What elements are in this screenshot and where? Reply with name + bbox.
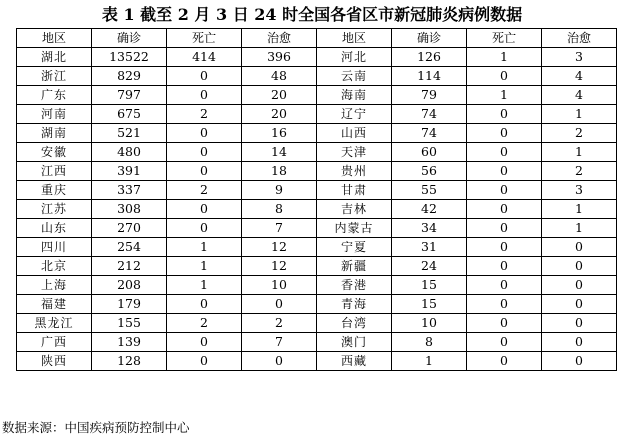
cell-recovered-right: 3: [542, 181, 617, 200]
cell-region-right: 河北: [317, 48, 392, 67]
cell-region-left: 广东: [17, 86, 92, 105]
cell-confirmed-right: 31: [392, 238, 467, 257]
cell-region-left: 江西: [17, 162, 92, 181]
cell-recovered-right: 0: [542, 238, 617, 257]
cell-recovered-right: 4: [542, 67, 617, 86]
cell-deaths-right: 0: [467, 181, 542, 200]
cell-region-right: 西藏: [317, 352, 392, 371]
cell-deaths-right: 1: [467, 86, 542, 105]
cell-recovered-left: 20: [242, 86, 317, 105]
cell-confirmed-left: 254: [92, 238, 167, 257]
cell-recovered-left: 7: [242, 219, 317, 238]
table-row: [17, 48, 617, 67]
cell-recovered-left: 9: [242, 181, 317, 200]
cell-confirmed-right: 1: [392, 352, 467, 371]
cell-recovered-left: 7: [242, 333, 317, 352]
cell-deaths-left: 0: [167, 200, 242, 219]
cell-region-left: 重庆: [17, 181, 92, 200]
data-source-note: 数据来源：中国疾病预防控制中心: [2, 420, 190, 435]
table-row: [17, 333, 617, 352]
cell-deaths-right: 0: [467, 105, 542, 124]
cell-deaths-left: 2: [167, 181, 242, 200]
cell-deaths-left: 0: [167, 352, 242, 371]
cell-confirmed-right: 8: [392, 333, 467, 352]
cell-recovered-left: 10: [242, 276, 317, 295]
cell-deaths-right: 0: [467, 219, 542, 238]
table-row: [17, 143, 617, 162]
cell-region-right: 吉林: [317, 200, 392, 219]
cell-region-left: 江苏: [17, 200, 92, 219]
cell-region-right: 海南: [317, 86, 392, 105]
cell-confirmed-left: 308: [92, 200, 167, 219]
cell-region-left: 山东: [17, 219, 92, 238]
cell-region-left: 北京: [17, 257, 92, 276]
cell-recovered-right: 3: [542, 48, 617, 67]
cell-recovered-left: 8: [242, 200, 317, 219]
cell-confirmed-left: 797: [92, 86, 167, 105]
cell-confirmed-left: 480: [92, 143, 167, 162]
cell-recovered-left: 20: [242, 105, 317, 124]
cell-recovered-left: 48: [242, 67, 317, 86]
cell-confirmed-left: 521: [92, 124, 167, 143]
cell-deaths-right: 0: [467, 276, 542, 295]
cell-recovered-left: 0: [242, 352, 317, 371]
cell-recovered-right: 2: [542, 162, 617, 181]
cell-region-left: 安徽: [17, 143, 92, 162]
cell-confirmed-left: 179: [92, 295, 167, 314]
cell-deaths-left: 0: [167, 333, 242, 352]
cell-confirmed-left: 139: [92, 333, 167, 352]
cell-recovered-right: 0: [542, 276, 617, 295]
cell-confirmed-left: 675: [92, 105, 167, 124]
cell-region-left: 湖北: [17, 48, 92, 67]
cell-deaths-right: 0: [467, 162, 542, 181]
cell-confirmed-left: 829: [92, 67, 167, 86]
header-deaths-left: 死亡: [167, 29, 242, 48]
header-region-left: 地区: [17, 29, 92, 48]
cell-deaths-left: 1: [167, 238, 242, 257]
table-row: [17, 257, 617, 276]
cell-recovered-left: 12: [242, 238, 317, 257]
cell-deaths-left: 0: [167, 86, 242, 105]
cell-recovered-right: 0: [542, 257, 617, 276]
table-row: [17, 352, 617, 371]
cell-confirmed-right: 126: [392, 48, 467, 67]
cell-recovered-left: 16: [242, 124, 317, 143]
cell-confirmed-right: 74: [392, 124, 467, 143]
cell-recovered-right: 1: [542, 143, 617, 162]
cell-region-right: 香港: [317, 276, 392, 295]
cell-deaths-left: 2: [167, 105, 242, 124]
cell-recovered-right: 2: [542, 124, 617, 143]
cell-deaths-right: 0: [467, 295, 542, 314]
cell-deaths-left: 1: [167, 276, 242, 295]
cell-recovered-left: 0: [242, 295, 317, 314]
cell-confirmed-left: 391: [92, 162, 167, 181]
cell-region-right: 青海: [317, 295, 392, 314]
header-region-right: 地区: [317, 29, 392, 48]
case-data-table: [16, 28, 617, 371]
cell-deaths-right: 1: [467, 48, 542, 67]
cell-confirmed-left: 208: [92, 276, 167, 295]
cell-confirmed-right: 74: [392, 105, 467, 124]
cell-recovered-left: 14: [242, 143, 317, 162]
cell-deaths-left: 1: [167, 257, 242, 276]
cell-confirmed-left: 337: [92, 181, 167, 200]
cell-region-right: 台湾: [317, 314, 392, 333]
cell-confirmed-right: 24: [392, 257, 467, 276]
cell-deaths-left: 0: [167, 143, 242, 162]
cell-recovered-right: 0: [542, 295, 617, 314]
cell-confirmed-right: 15: [392, 295, 467, 314]
cell-recovered-right: 0: [542, 352, 617, 371]
cell-region-right: 云南: [317, 67, 392, 86]
table-row: [17, 124, 617, 143]
cell-confirmed-left: 212: [92, 257, 167, 276]
cell-region-left: 四川: [17, 238, 92, 257]
cell-region-left: 黑龙江: [17, 314, 92, 333]
cell-confirmed-left: 13522: [92, 48, 167, 67]
cell-recovered-left: 396: [242, 48, 317, 67]
cell-confirmed-right: 15: [392, 276, 467, 295]
cell-deaths-right: 0: [467, 67, 542, 86]
header-recovered-left: 治愈: [242, 29, 317, 48]
cell-region-left: 陕西: [17, 352, 92, 371]
cell-deaths-left: 2: [167, 314, 242, 333]
cell-recovered-right: 0: [542, 333, 617, 352]
cell-recovered-right: 4: [542, 86, 617, 105]
cell-recovered-right: 1: [542, 200, 617, 219]
cell-confirmed-right: 79: [392, 86, 467, 105]
cell-confirmed-right: 55: [392, 181, 467, 200]
cell-recovered-right: 1: [542, 219, 617, 238]
cell-region-right: 澳门: [317, 333, 392, 352]
cell-deaths-right: 0: [467, 238, 542, 257]
cell-deaths-right: 0: [467, 333, 542, 352]
cell-confirmed-left: 270: [92, 219, 167, 238]
table-row: [17, 200, 617, 219]
cell-region-right: 辽宁: [317, 105, 392, 124]
cell-deaths-left: 0: [167, 295, 242, 314]
cell-deaths-right: 0: [467, 124, 542, 143]
cell-region-right: 宁夏: [317, 238, 392, 257]
cell-region-left: 浙江: [17, 67, 92, 86]
cell-recovered-right: 1: [542, 105, 617, 124]
cell-deaths-left: 0: [167, 162, 242, 181]
cell-region-left: 福建: [17, 295, 92, 314]
table-row: [17, 181, 617, 200]
cell-deaths-left: 0: [167, 67, 242, 86]
cell-deaths-right: 0: [467, 314, 542, 333]
cell-confirmed-right: 34: [392, 219, 467, 238]
cell-deaths-right: 0: [467, 257, 542, 276]
header-deaths-right: 死亡: [467, 29, 542, 48]
header-confirmed-left: 确诊: [92, 29, 167, 48]
cell-deaths-right: 0: [467, 352, 542, 371]
cell-recovered-right: 0: [542, 314, 617, 333]
table-title: 表 1 截至 2 月 3 日 24 时全国各省区市新冠肺炎病例数据: [101, 5, 523, 24]
header-row: [17, 29, 617, 48]
table-row: [17, 314, 617, 333]
cell-region-left: 上海: [17, 276, 92, 295]
cell-region-right: 天津: [317, 143, 392, 162]
cell-deaths-left: 414: [167, 48, 242, 67]
cell-region-right: 内蒙古: [317, 219, 392, 238]
cell-confirmed-right: 56: [392, 162, 467, 181]
table-row: [17, 238, 617, 257]
cell-recovered-left: 18: [242, 162, 317, 181]
cell-confirmed-right: 60: [392, 143, 467, 162]
cell-deaths-right: 0: [467, 143, 542, 162]
cell-confirmed-right: 10: [392, 314, 467, 333]
table-row: [17, 105, 617, 124]
cell-region-right: 山西: [317, 124, 392, 143]
cell-region-right: 新疆: [317, 257, 392, 276]
cell-region-left: 湖南: [17, 124, 92, 143]
cell-region-right: 甘肃: [317, 181, 392, 200]
table-row: [17, 67, 617, 86]
header-confirmed-right: 确诊: [392, 29, 467, 48]
cell-region-right: 贵州: [317, 162, 392, 181]
cell-recovered-left: 2: [242, 314, 317, 333]
cell-region-left: 河南: [17, 105, 92, 124]
cell-region-left: 广西: [17, 333, 92, 352]
cell-confirmed-left: 128: [92, 352, 167, 371]
cell-confirmed-right: 42: [392, 200, 467, 219]
table-body: [17, 48, 617, 371]
cell-confirmed-right: 114: [392, 67, 467, 86]
cell-deaths-left: 0: [167, 219, 242, 238]
table-row: [17, 219, 617, 238]
header-recovered-right: 治愈: [542, 29, 617, 48]
cell-deaths-left: 0: [167, 124, 242, 143]
table-row: [17, 276, 617, 295]
table-row: [17, 86, 617, 105]
table-row: [17, 295, 617, 314]
cell-recovered-left: 12: [242, 257, 317, 276]
cell-confirmed-left: 155: [92, 314, 167, 333]
cell-deaths-right: 0: [467, 200, 542, 219]
table-row: [17, 162, 617, 181]
